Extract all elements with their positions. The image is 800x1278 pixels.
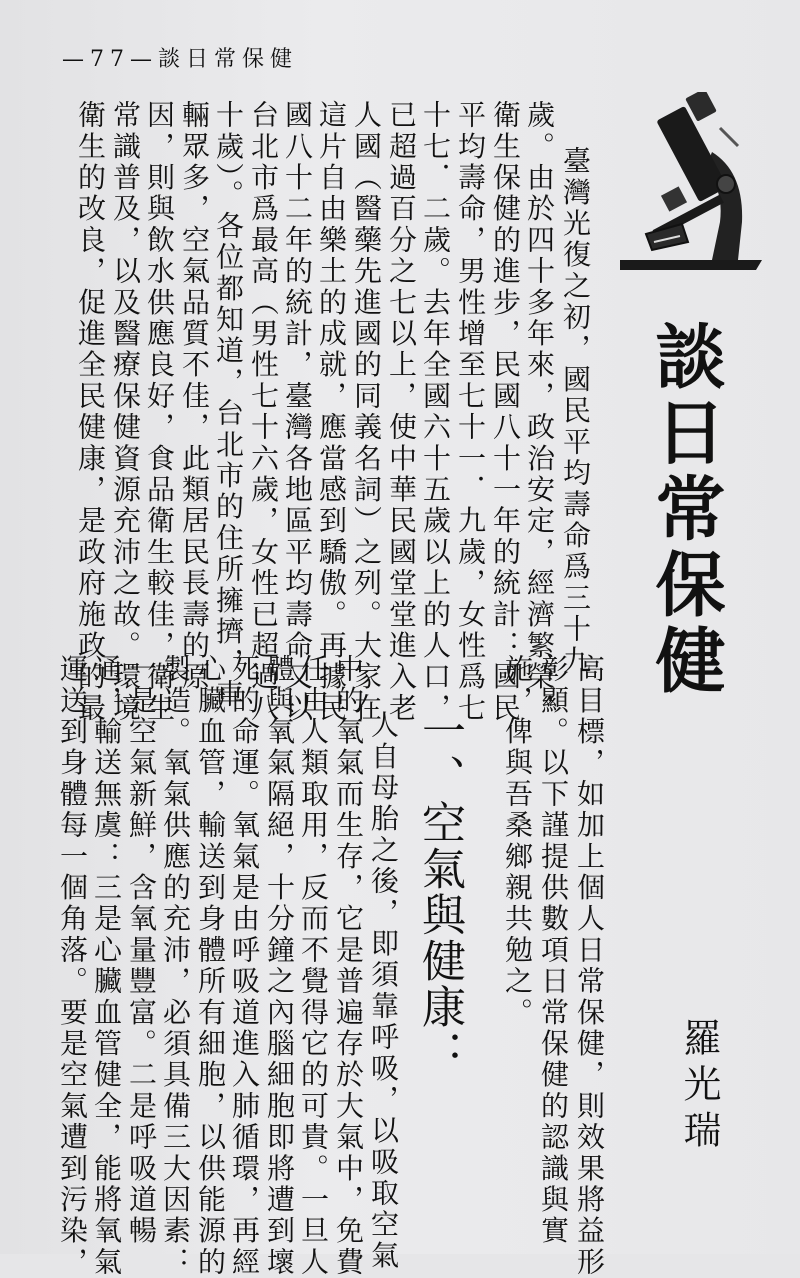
body-column: 人國（醫藥先進國的同義名詞）之列。大家在 — [350, 100, 383, 724]
body-column: 人自母胎之後，即須靠呼吸，以吸取空氣 — [367, 710, 400, 1272]
body-column: 國八十二年的統計，臺灣各地區平均壽命又以 — [281, 100, 314, 724]
body-column: 製造。氧氣供應的充沛，必須具備三大因素： — [159, 654, 192, 1278]
body-column: 臺灣光復之初，國民平均壽命爲三十九 — [559, 146, 592, 677]
microscope-icon — [616, 92, 766, 282]
body-column: 十七．二歲。去年全國六十五歲以上的人口， — [419, 100, 452, 724]
body-column: 衛生保健的進步，民國八十一年的統計：國民 — [489, 100, 522, 724]
body-column: 運送到身體每一個角落。要是空氣遭到污染， — [56, 654, 89, 1278]
author-name: 羅光瑞 — [677, 1018, 721, 1156]
body-column: 這片自由樂土的成就，應當感到驕傲。再據民 — [315, 100, 348, 724]
body-column: 心臟血管，輸送到身體所有細胞，以供能源的 — [194, 654, 227, 1278]
body-column: 常識普及，以及醫療保健資源充沛之故。環境 — [109, 100, 142, 724]
body-column: 十歲）。各位都知道，台北市的住所擁擠，車 — [212, 100, 245, 710]
body-column: 一是空氣新鮮，含氧量豐富。二是呼吸道暢 — [125, 654, 158, 1247]
body-column: 通，輸送無虞：三是心臟血管健全，能將氧氣 — [90, 654, 123, 1278]
body-column: 輛眾多，空氣品質不佳，此類居民長壽的原 — [178, 100, 211, 693]
page-header: —77—談日常保健 — [62, 47, 298, 72]
body-column: 死的命運。氧氣是由呼吸道進入肺循環，再經 — [228, 654, 261, 1278]
body-column: 任由人類取用，反而不覺得它的可貴。一旦人 — [297, 654, 330, 1278]
body-column: 歲。由於四十多年來，政治安定，經濟繁榮， — [523, 100, 556, 724]
body-column: 因，則與飲水供應良好，食品衛生較佳，衛生 — [143, 100, 176, 724]
article-title: 談日常保健 — [644, 320, 726, 700]
body-column: 台北市爲最高（男性七十六歲，女性已超過八 — [247, 100, 280, 724]
body-column: 平均壽命，男性增至七十一．九歲，女性爲七 — [454, 100, 487, 724]
body-column: 已超過百分之七以上，使中華民國堂堂進入老 — [385, 100, 418, 724]
body-column: 中的氧氣而生存，它是普遍存於大氣中，免費 — [332, 654, 365, 1278]
body-column: 高目標，如加上個人日常保健，則效果將益形 — [573, 654, 606, 1278]
body-column: 彰顯。以下謹提供數項日常保健的認識與實 — [537, 654, 570, 1247]
section-heading: 一、空氣與健康： — [414, 708, 465, 1076]
body-column: 體與氧氣隔絕，十分鐘之內腦細胞即將遭到壞 — [263, 654, 296, 1278]
body-column: 施，俾與吾桑鄉親共勉之。 — [501, 654, 534, 1029]
body-column: 衛生的改良，促進全民健康，是政府施政的最 — [74, 100, 107, 724]
